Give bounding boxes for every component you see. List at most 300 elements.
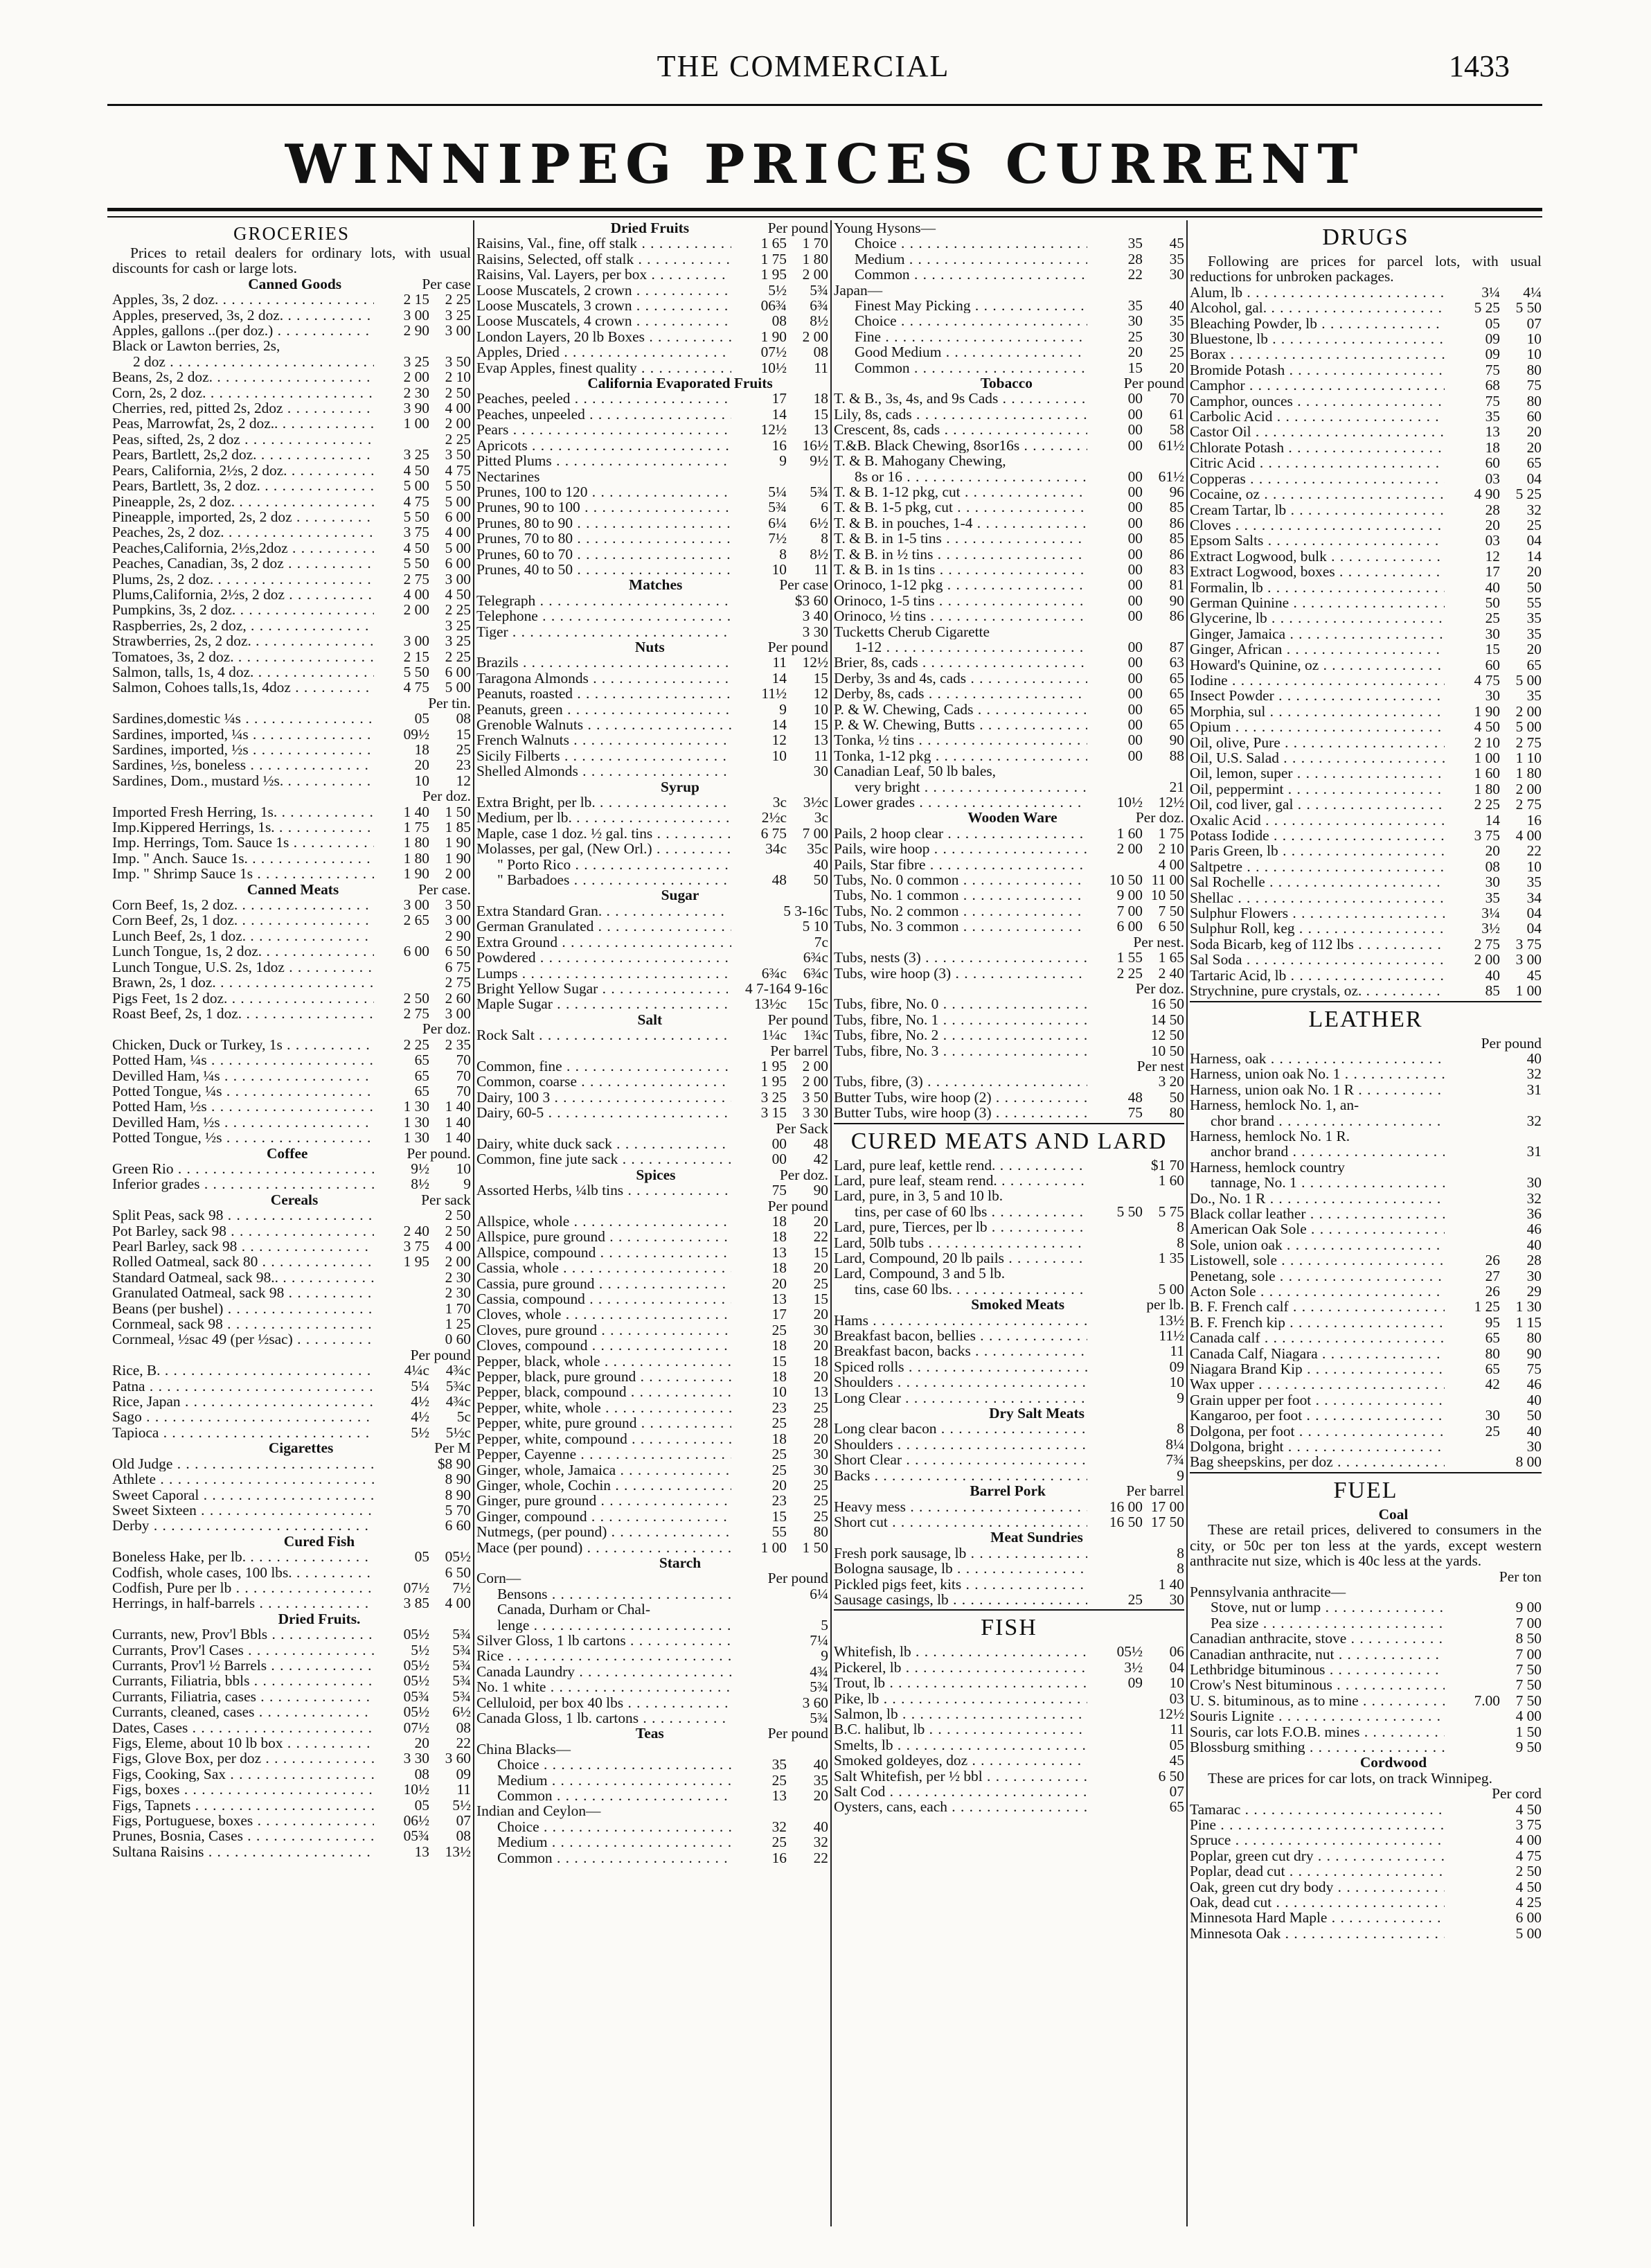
price-high: 7 50	[1515, 1692, 1542, 1709]
item-name: Herrings, in half-barrels . . .	[112, 1595, 374, 1611]
price-high: 8 00	[1515, 1454, 1542, 1470]
price-cell	[731, 1757, 828, 1772]
price-high: $1 70	[1150, 1157, 1184, 1173]
item-name: Sole, union oak . . .	[1190, 1237, 1445, 1252]
price-high: 1 35	[1158, 1250, 1184, 1266]
price-low: 22	[1127, 267, 1143, 283]
price-cell	[1445, 1206, 1542, 1221]
price-low: 1¼c	[761, 1027, 787, 1043]
item-name: Pepper, black, compound . . .	[476, 1384, 731, 1399]
price-high: 08	[456, 1719, 471, 1735]
item-name: Potass Iodide . . .	[1190, 828, 1445, 843]
subsection-title: Starch	[659, 1554, 702, 1571]
item-name: Devilled Ham, ¼s . . .	[112, 1068, 374, 1083]
price-cell	[1445, 533, 1542, 548]
price-cell	[374, 509, 471, 524]
price-cell	[1087, 1219, 1184, 1234]
item-name: Figs, Eleme, about 10 lb box . . .	[112, 1735, 374, 1751]
price-high: 8	[1177, 1545, 1184, 1561]
item-name: Pumpkins, 3s, 2 doz. . . .	[112, 602, 374, 617]
price-high: 9	[821, 1648, 828, 1664]
price-low: 26	[1485, 1252, 1500, 1268]
price-cell	[1087, 732, 1184, 747]
item-name: Camphor, ounces . . .	[1190, 393, 1445, 409]
price-low: 30	[1485, 1408, 1500, 1424]
price-row	[1190, 1082, 1542, 1097]
price-low: 3 90	[403, 400, 429, 416]
price-row	[834, 453, 1184, 468]
price-high: 1 50	[1515, 1724, 1542, 1739]
price-row	[1190, 1708, 1542, 1724]
price-low: 00	[1127, 515, 1143, 531]
price-cell	[374, 1751, 471, 1766]
item-name: Extract Logwood, bulk . . .	[1190, 549, 1445, 564]
price-row	[476, 422, 828, 437]
price-row	[476, 717, 828, 732]
price-row	[112, 1828, 471, 1843]
price-cell	[731, 934, 828, 950]
price-cell	[1445, 1662, 1542, 1677]
price-row	[476, 329, 828, 344]
column-teas-tobacco	[834, 220, 1184, 2226]
price-low: 05½	[403, 1657, 429, 1674]
price-high: 2 00	[445, 416, 471, 432]
item-name: Fine . . .	[834, 329, 1087, 344]
price-low: 5¼	[411, 1378, 429, 1394]
price-low: 35	[1485, 409, 1500, 425]
price-cell	[1087, 298, 1184, 313]
price-row	[112, 509, 471, 524]
price-row	[1190, 1299, 1542, 1314]
item-name: Brawn, 2s, 1 doz. . . .	[112, 975, 374, 990]
price-row	[476, 1757, 828, 1772]
price-high: 6 00	[445, 664, 471, 680]
subsection-heading	[834, 1406, 1184, 1421]
price-row	[1190, 362, 1542, 378]
section-intro: Following are prices for parcel lots, with usual reductions for unbroken packages.	[1190, 253, 1542, 285]
unit-label: Per case	[779, 576, 828, 594]
price-low: 20	[771, 1275, 787, 1292]
price-high: 1 90	[445, 850, 471, 867]
item-name: Pepper, black, whole . . .	[476, 1354, 731, 1369]
price-high: 31	[1526, 1081, 1542, 1098]
price-cell	[1445, 1693, 1542, 1708]
price-row	[1190, 704, 1542, 719]
item-name: Molasses, per gal, (New Orl.) . . .	[476, 841, 731, 856]
price-row	[1190, 1268, 1542, 1284]
price-low: 6 00	[1116, 919, 1143, 934]
price-cell	[731, 732, 828, 747]
price-high: 5½c	[445, 1424, 471, 1441]
price-row	[834, 872, 1184, 887]
price-row	[112, 1565, 471, 1580]
price-high: 22	[813, 1850, 828, 1866]
price-cell	[374, 991, 471, 1006]
price-row	[834, 1592, 1184, 1607]
price-high: 6 60	[445, 1518, 471, 1534]
item-name: Canada Laundry . . .	[476, 1664, 731, 1679]
price-cell	[374, 1270, 471, 1285]
item-name: French Walnuts . . .	[476, 732, 731, 747]
price-high: 5 00	[1158, 1281, 1184, 1297]
price-cell	[1445, 735, 1542, 750]
price-cell	[731, 1384, 828, 1399]
item-name: chor brand . . .	[1190, 1113, 1445, 1128]
price-cell	[731, 1090, 828, 1105]
price-cell	[1445, 1910, 1542, 1925]
text-line: Young Hysons—	[834, 220, 936, 236]
item-name: T. & B. Mahogany Chewing,	[834, 453, 1006, 469]
price-row	[476, 1338, 828, 1353]
price-high: 5 3-16c	[783, 903, 828, 919]
subsection-heading	[112, 1192, 471, 1207]
price-row	[834, 1027, 1184, 1043]
unit-label: Per pound	[767, 638, 828, 655]
price-high: 90	[1526, 1345, 1542, 1362]
price-row	[476, 624, 828, 639]
price-high: 80	[1526, 393, 1542, 409]
section-heading: FISH	[981, 1615, 1037, 1641]
price-cell	[374, 1503, 471, 1518]
item-name: Common . . .	[476, 1788, 731, 1803]
item-name: Pike, lb . . .	[834, 1691, 1087, 1706]
price-low: 20	[1485, 843, 1500, 859]
price-low: 4 75	[403, 493, 429, 509]
price-low: 00	[1127, 732, 1143, 748]
item-name: Tubs, No. 3 common . . .	[834, 919, 1087, 934]
item-name: Currants, Prov'l Cases . . .	[112, 1642, 374, 1658]
price-low: 35	[1485, 889, 1500, 906]
item-name: Insect Powder . . .	[1190, 688, 1445, 703]
price-cell	[374, 912, 471, 928]
price-low: 12	[1485, 548, 1500, 565]
price-row	[476, 1524, 828, 1539]
item-name: Pea size . . .	[1190, 1615, 1445, 1631]
price-high: 25	[456, 742, 471, 758]
price-cell	[1087, 1343, 1184, 1358]
item-name: Finest May Picking . . .	[834, 298, 1087, 313]
price-row	[476, 1245, 828, 1260]
price-low: 1 00	[760, 1539, 787, 1555]
price-high: 61	[1169, 406, 1184, 423]
price-low: 1 30	[403, 1099, 429, 1115]
price-low: 03	[1485, 533, 1500, 549]
price-row	[1190, 673, 1542, 688]
item-name: Sausage casings, lb . . .	[834, 1592, 1087, 1607]
item-name: Peaches,California, 2½s,2doz . . .	[112, 540, 374, 556]
price-cell	[1445, 549, 1542, 564]
item-name: tins, per case of 60 lbs . . .	[834, 1204, 1087, 1219]
price-cell	[1087, 671, 1184, 686]
item-name: Oil, cod liver, gal . . .	[1190, 797, 1445, 812]
item-name: Sweet Caporal . . .	[112, 1487, 374, 1503]
price-row	[112, 292, 471, 307]
price-high: 20	[1526, 424, 1542, 440]
price-high: 2 00	[802, 328, 828, 345]
price-cell	[1445, 765, 1542, 781]
price-cell	[374, 1363, 471, 1378]
item-name: Cocaine, oz . . .	[1190, 486, 1445, 502]
price-high: 30	[1169, 328, 1184, 345]
item-name: Old Judge . . .	[112, 1456, 374, 1471]
price-cell	[731, 1260, 828, 1275]
price-high: 17 00	[1150, 1498, 1184, 1514]
price-low: 00	[1127, 437, 1143, 454]
price-row	[834, 1784, 1184, 1799]
price-high: 16 50	[1150, 996, 1184, 1012]
price-row	[476, 1493, 828, 1508]
price-cell	[731, 1105, 828, 1120]
price-high: 75	[1526, 378, 1542, 393]
price-high: 04	[1526, 921, 1542, 937]
subsection-heading	[112, 1146, 471, 1161]
unit-label: Per ton	[1499, 1568, 1542, 1585]
price-cell	[1087, 1753, 1184, 1768]
price-high: 20	[1526, 564, 1542, 580]
price-high: 1 15	[1515, 1314, 1542, 1331]
price-row	[1190, 549, 1542, 564]
item-name: Athlete . . .	[112, 1471, 374, 1487]
price-high: 1 70	[445, 1300, 471, 1317]
price-low: 4 75	[403, 680, 429, 696]
price-cell	[374, 1006, 471, 1021]
price-high: 2 60	[445, 990, 471, 1006]
price-cell	[1445, 1330, 1542, 1345]
item-name: Inferior grades . . .	[112, 1176, 374, 1191]
item-name: Canada Calf, Niagara . . .	[1190, 1346, 1445, 1361]
price-high: 4 00	[445, 400, 471, 416]
price-high: 2 25	[445, 648, 471, 664]
price-low: 08	[414, 1766, 429, 1782]
price-cell	[731, 1214, 828, 1229]
item-name: Tubs, No. 0 common . . .	[834, 872, 1087, 887]
item-name: Codfish, Pure per lb . . .	[112, 1580, 374, 1595]
price-row	[1190, 937, 1542, 952]
price-cell	[374, 432, 471, 447]
item-name: Spruce . . .	[1190, 1832, 1445, 1848]
price-row	[834, 1660, 1184, 1675]
price-row	[476, 763, 828, 779]
price-high: 4 00	[1515, 828, 1542, 844]
price-row	[834, 1374, 1184, 1390]
price-low: 16	[771, 437, 787, 454]
price-high: 25	[813, 1508, 828, 1525]
price-cell	[1087, 919, 1184, 934]
price-low: 14	[771, 406, 787, 423]
price-row	[112, 1782, 471, 1797]
price-cell	[731, 360, 828, 375]
price-high: 42	[813, 1151, 828, 1167]
price-high: 32	[813, 1834, 828, 1850]
price-high: 20	[813, 1369, 828, 1385]
price-low: 2 50	[403, 990, 429, 1006]
price-cell	[1087, 329, 1184, 344]
unit-label: Per case.	[418, 880, 471, 898]
item-name: Common . . .	[834, 267, 1087, 282]
price-row	[834, 950, 1184, 965]
item-name: Pears, California, 2½s, 2 doz. . . .	[112, 463, 374, 478]
price-cell	[374, 354, 471, 369]
price-cell	[1445, 409, 1542, 424]
price-high: 5 75	[1158, 1203, 1184, 1220]
price-high: 80	[1526, 1330, 1542, 1346]
price-row	[1190, 1113, 1542, 1128]
price-row	[1190, 719, 1542, 734]
price-low: 65	[414, 1052, 429, 1068]
price-row	[476, 732, 828, 747]
price-low: 00	[1127, 608, 1143, 624]
item-name: Minnesota Oak . . .	[1190, 1926, 1445, 1941]
price-cell	[1087, 1204, 1184, 1219]
item-name: Smelts, lb . . .	[834, 1737, 1087, 1753]
price-high: 1 90	[445, 835, 471, 851]
item-name: Imp.Kippered Herrings, 1s. . . .	[112, 820, 374, 835]
price-row	[476, 872, 828, 887]
price-cell	[374, 1316, 471, 1331]
price-row	[112, 851, 471, 866]
price-high: 40	[813, 1757, 828, 1773]
price-row	[476, 547, 828, 562]
item-name: Figs, boxes . . .	[112, 1782, 374, 1797]
price-high: 2 00	[802, 1074, 828, 1090]
price-high: 6 75	[445, 959, 471, 975]
price-cell	[374, 1844, 471, 1859]
price-row	[834, 1691, 1184, 1706]
item-name: Cassia, compound . . .	[476, 1291, 731, 1306]
price-low: 30	[1485, 688, 1500, 704]
price-cell	[731, 469, 828, 484]
price-cell	[374, 602, 471, 617]
price-row	[1190, 1848, 1542, 1863]
item-name: Medium . . .	[476, 1773, 731, 1788]
price-high: 4 75	[1515, 1848, 1542, 1864]
item-name: Roast Beef, 2s, 1 doz. . . .	[112, 1006, 374, 1021]
item-name: Bromide Potash . . .	[1190, 362, 1445, 378]
price-row	[112, 1363, 471, 1378]
item-name: very bright . . .	[834, 779, 1087, 795]
price-cell	[1087, 1561, 1184, 1576]
item-name: Tubs, wire hoop (3) . . .	[834, 966, 1087, 981]
item-name: Medium, per lb. . . .	[476, 810, 731, 825]
price-cell	[1445, 1724, 1542, 1739]
price-cell	[731, 1074, 828, 1089]
price-high: 06	[1169, 1644, 1184, 1660]
price-high: 2 30	[445, 1269, 471, 1286]
price-high: 1 00	[1515, 983, 1542, 999]
item-name: Prunes, 70 to 80 . . .	[476, 531, 731, 546]
price-row	[476, 1633, 828, 1648]
price-high: 46	[1526, 1376, 1542, 1392]
price-row	[834, 702, 1184, 717]
price-high: 2 10	[1158, 841, 1184, 857]
price-high: 35	[1526, 688, 1542, 704]
price-high: 80	[1526, 362, 1542, 378]
price-high: 36	[1526, 1205, 1542, 1222]
price-high: 12½	[1158, 1706, 1184, 1722]
price-high: 7¾	[1166, 1452, 1184, 1468]
price-low: 17	[771, 391, 787, 407]
item-name: Tomatoes, 3s, 2 doz. . . .	[112, 649, 374, 664]
price-row	[1190, 409, 1542, 424]
price-low: 30	[1485, 874, 1500, 890]
item-name: Shellac . . .	[1190, 890, 1445, 905]
price-cell	[374, 369, 471, 384]
price-low: 18	[771, 1430, 787, 1447]
price-row	[834, 1282, 1184, 1297]
price-high: 30	[1169, 1591, 1184, 1608]
price-low: 00	[1127, 468, 1143, 484]
item-name: Raspberries, 2s, 2 doz, . . .	[112, 618, 374, 633]
price-row	[834, 1043, 1184, 1058]
subsection-title: Dry Salt Meats	[989, 1405, 1085, 1422]
item-name: Pine . . .	[1190, 1817, 1445, 1832]
price-high: 1 50	[445, 804, 471, 820]
price-row	[112, 1751, 471, 1766]
price-low: 10½	[403, 1782, 429, 1798]
price-cell	[731, 996, 828, 1011]
price-cell	[1087, 686, 1184, 701]
price-cell	[374, 1813, 471, 1828]
price-cell	[1087, 1545, 1184, 1561]
price-row	[834, 887, 1184, 903]
item-name: Breakfast bacon, bellies . . .	[834, 1328, 1087, 1343]
item-name: Souris, car lots F.O.B. mines . . .	[1190, 1724, 1445, 1739]
unit-label: Per pound	[767, 1197, 828, 1214]
price-low: 25	[771, 1446, 787, 1462]
item-name: London Layers, 20 lb Boxes . . .	[476, 329, 731, 344]
item-name: Salmon, lb . . .	[834, 1706, 1087, 1721]
price-cell	[1087, 438, 1184, 453]
price-row	[112, 649, 471, 664]
price-low: 1 95	[760, 1074, 787, 1090]
item-name: Choice . . .	[476, 1819, 731, 1834]
price-low: 25	[1485, 1423, 1500, 1439]
price-row	[834, 1204, 1184, 1219]
item-name: Bologna sausage, lb . . .	[834, 1561, 1087, 1576]
price-high: 03	[1169, 1690, 1184, 1706]
price-high: 70	[456, 1067, 471, 1083]
price-row	[1190, 502, 1542, 517]
price-high: 15	[456, 726, 471, 742]
price-cell	[1087, 1250, 1184, 1266]
item-name: Prunes, Bosnia, Cases . . .	[112, 1828, 374, 1843]
price-low: 80	[1485, 1345, 1500, 1362]
price-high: 15	[813, 406, 828, 423]
price-high: 18	[813, 391, 828, 407]
price-high: 10	[1169, 1374, 1184, 1390]
price-cell	[1087, 857, 1184, 872]
item-name: Codfish, whole cases, 100 lbs. . . .	[112, 1565, 374, 1580]
item-name: Brier, 8s, cads . . .	[834, 655, 1087, 670]
text-line: Indian and Ceylon—	[476, 1803, 601, 1819]
price-cell	[374, 1223, 471, 1239]
price-high: 6 50	[445, 943, 471, 959]
price-high: 1 80	[1515, 765, 1542, 781]
price-cell	[1445, 657, 1542, 673]
price-high: 34	[1526, 889, 1542, 906]
price-high: 4¼	[1523, 284, 1542, 301]
item-name: Tubs, fibre, No. 0 . . .	[834, 996, 1087, 1011]
price-high: 7 00	[802, 825, 828, 842]
item-name: American Oak Sole . . .	[1190, 1221, 1445, 1237]
price-row	[834, 499, 1184, 515]
price-high: 13½	[1158, 1312, 1184, 1329]
price-cell	[731, 1633, 828, 1648]
price-row	[1190, 580, 1542, 595]
price-high: 65	[1526, 657, 1542, 673]
price-cell	[374, 1207, 471, 1223]
price-row	[834, 639, 1184, 655]
